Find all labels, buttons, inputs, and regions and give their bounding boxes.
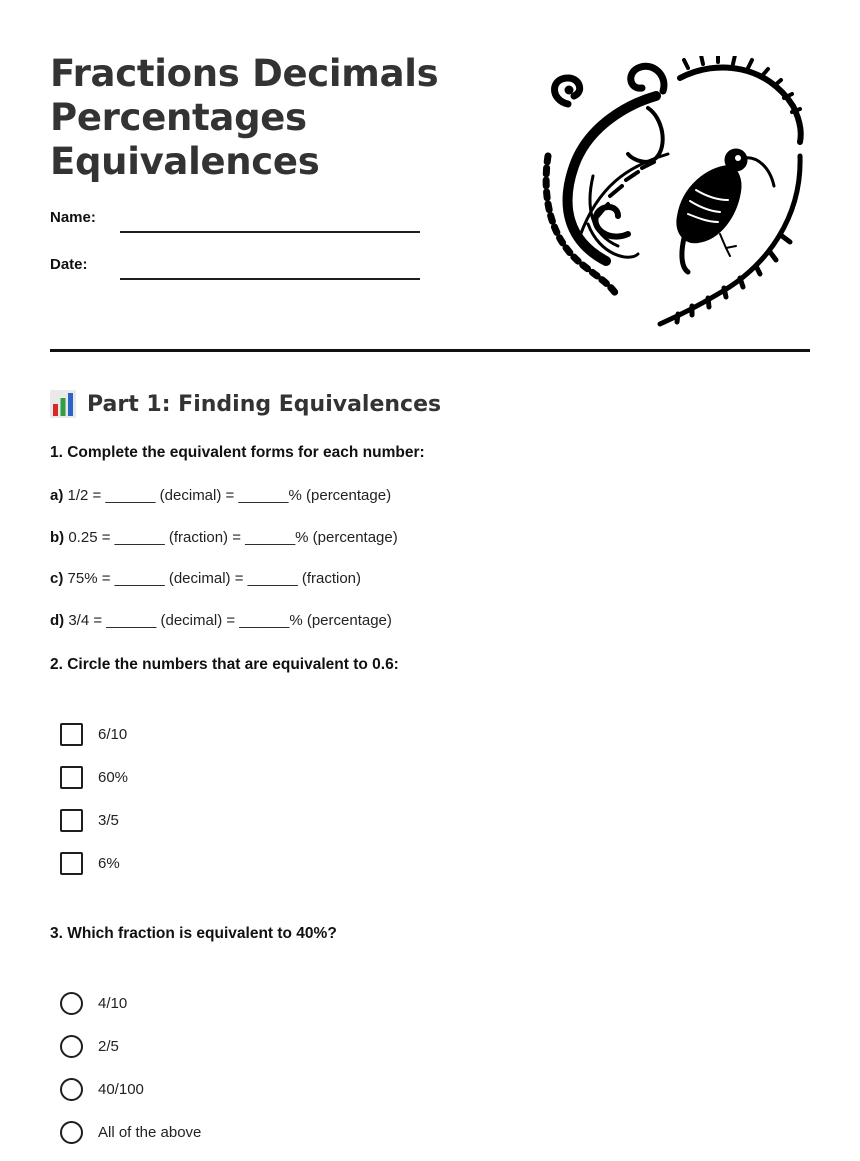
question-3-prompt: 3. Which fraction is equivalent to 40%?	[50, 925, 337, 942]
bar-chart-icon	[50, 390, 76, 418]
date-label: Date:	[50, 256, 88, 273]
item-label: c)	[50, 570, 64, 587]
radio-option	[60, 1034, 119, 1058]
maori-koru-bird-icon	[538, 56, 808, 328]
option-checkbox[interactable]	[60, 852, 83, 875]
checkbox-option	[60, 808, 119, 832]
option-label: 3/5	[98, 811, 119, 829]
option-label: 4/10	[98, 994, 128, 1012]
item-text: 3/4 = ______ (decimal) = ______% (percentage)	[64, 612, 392, 629]
title-line: Percentages	[50, 96, 307, 139]
option-radio[interactable]	[60, 1121, 83, 1144]
equivalence-item	[50, 612, 392, 629]
option-checkbox[interactable]	[60, 723, 83, 746]
date-field[interactable]	[120, 278, 420, 280]
option-checkbox[interactable]	[60, 766, 83, 789]
option-label: 60%	[98, 768, 129, 786]
radio-option	[60, 1077, 144, 1101]
checkbox-option	[60, 765, 128, 789]
option-radio[interactable]	[60, 1078, 83, 1101]
item-label: d)	[50, 612, 65, 629]
name-field[interactable]	[120, 231, 420, 233]
item-label: a)	[50, 487, 64, 504]
radio-option	[60, 991, 127, 1015]
option-checkbox[interactable]	[60, 809, 83, 832]
option-radio[interactable]	[60, 992, 83, 1015]
equivalence-item	[50, 487, 391, 504]
name-label: Name:	[50, 209, 96, 226]
item-label: b)	[50, 529, 65, 546]
equivalence-item	[50, 570, 361, 587]
option-label: 40/100	[98, 1080, 144, 1098]
option-label: 6/10	[98, 725, 128, 743]
part1-heading-text: Part 1: Finding Equivalences	[87, 391, 442, 417]
section-divider	[50, 349, 810, 352]
worksheet-title	[50, 52, 438, 184]
title-line: Fractions Decimals	[50, 52, 439, 95]
checkbox-option	[60, 722, 127, 746]
option-label: 6%	[98, 854, 120, 872]
radio-option	[60, 1120, 201, 1144]
option-label: All of the above	[98, 1123, 202, 1141]
option-radio[interactable]	[60, 1035, 83, 1058]
title-line: Equivalences	[50, 140, 320, 183]
checkbox-option	[60, 851, 120, 875]
item-text: 0.25 = ______ (fraction) = ______% (percentage)	[64, 529, 398, 546]
question-2-prompt: 2. Circle the numbers that are equivalent to 0.6:	[50, 656, 399, 673]
item-text: 1/2 = ______ (decimal) = ______% (percentage)	[63, 487, 392, 504]
question-1-prompt: 1. Complete the equivalent forms for each number:	[50, 444, 425, 461]
part1-heading	[50, 389, 441, 419]
item-text: 75% = ______ (decimal) = ______ (fraction)	[63, 570, 362, 587]
equivalence-item	[50, 529, 398, 546]
option-label: 2/5	[98, 1037, 119, 1055]
